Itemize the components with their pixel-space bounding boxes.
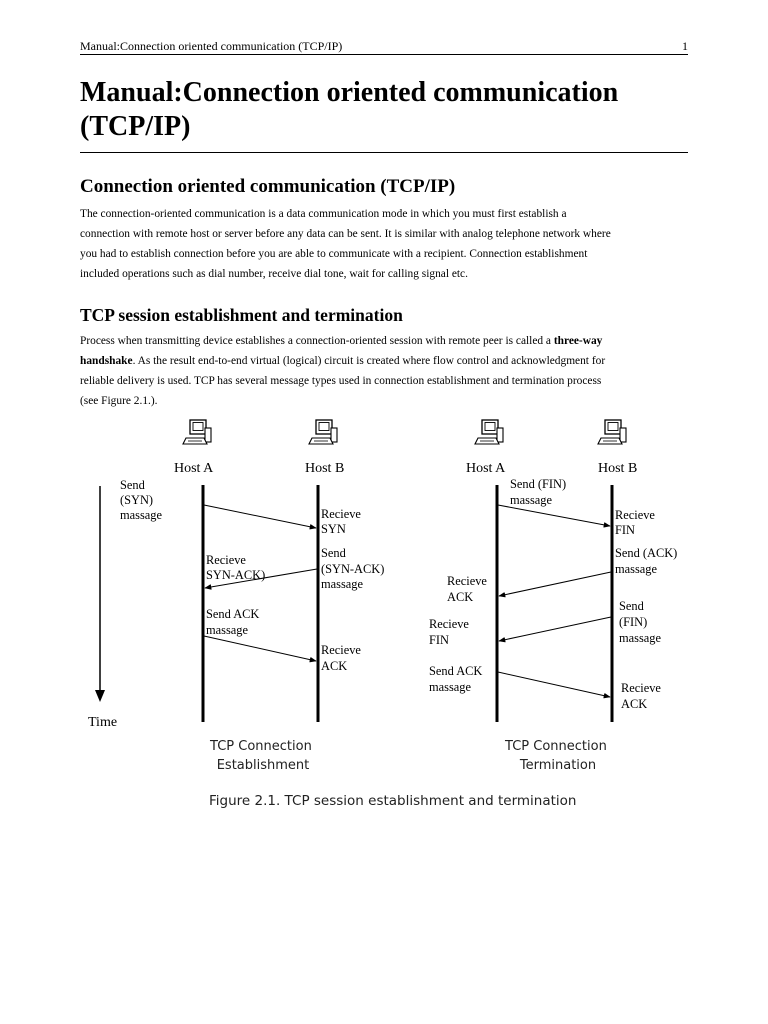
label-recieve-ack: Recieve ACK xyxy=(321,643,361,673)
label-recieve-syn-ack: Recieve SYN-ACK) xyxy=(206,553,266,582)
paragraph-line: connection with remote host or server before any data can be sent. It is similar with analog telephone network where xyxy=(80,228,611,240)
page-title xyxy=(80,76,688,153)
time-arrowhead xyxy=(95,690,105,702)
label-recieve-fin-a: Recieve FIN xyxy=(429,617,469,647)
caption-termination: TCP Connection Termination xyxy=(505,739,607,773)
paragraph-line: reliable delivery is used. TCP has several message types used in connection establishment and termination process xyxy=(80,375,602,387)
bold-term: handshake xyxy=(80,355,133,367)
label-send-syn: Send (SYN) massage xyxy=(120,478,162,522)
label-send-fin-b: Send (FIN) massage xyxy=(619,599,661,645)
computer-icon xyxy=(475,420,503,444)
label-send-syn-ack: Send (SYN-ACK) massage xyxy=(321,546,385,591)
figure-caption: Figure 2.1. TCP session establishment and termination xyxy=(209,793,577,809)
tcp-sequence-diagram xyxy=(80,412,688,822)
time-label: Time xyxy=(88,715,118,730)
figure-tcp-session xyxy=(80,412,688,822)
label-send-ack-b: Send (ACK) massage xyxy=(615,546,678,576)
host-b-label: Host B xyxy=(305,461,345,476)
paragraph-line xyxy=(80,331,688,351)
label-recieve-ack-b: Recieve ACK xyxy=(621,681,661,711)
paragraph-line xyxy=(80,351,688,371)
text-run: . As the result end-to-end virtual (logical) circuit is created where flow control and acknowledgment for xyxy=(132,355,606,367)
caption-establishment: TCP Connection Establishment xyxy=(210,739,312,773)
paragraph-connection-oriented xyxy=(80,204,688,284)
section-heading-connection-oriented: Connection oriented communication (TCP/IP) xyxy=(80,176,456,197)
section-heading-tcp-session: TCP session establishment and termination xyxy=(80,305,403,325)
host-a-label: Host A xyxy=(466,461,506,476)
text-run: Process when transmitting device establishes a connection-oriented session with remote peer is called a xyxy=(80,335,554,347)
arrow-fin xyxy=(498,505,610,526)
paragraph-line: included operations such as dial number, receive dial tone, wait for calling signal etc. xyxy=(80,268,468,280)
computer-icon xyxy=(598,420,626,444)
label-send-fin: Send (FIN) massage xyxy=(510,477,567,507)
label-send-ack-a: Send ACK massage xyxy=(429,664,483,694)
paragraph-tcp-session xyxy=(80,331,688,411)
page-title-line-1: Manual:Connection oriented communication xyxy=(80,77,619,108)
arrow-ack-from-b xyxy=(499,572,611,596)
running-header-title: Manual:Connection oriented communication (TCP/IP) xyxy=(80,39,343,53)
paragraph-line: The connection-oriented communication is a data communication mode in which you must first establish a xyxy=(80,208,567,220)
running-header xyxy=(80,36,688,55)
computer-icon xyxy=(183,420,211,444)
host-a-label: Host A xyxy=(174,461,214,476)
label-recieve-syn: Recieve SYN xyxy=(321,507,361,536)
paragraph-line: you had to establish connection before you are able to communicate with a recipient. Connection establishment xyxy=(80,248,588,260)
computer-icon xyxy=(309,420,337,444)
bold-term: three-way xyxy=(553,335,603,347)
paragraph-line: (see Figure 2.1.). xyxy=(80,395,158,407)
label-recieve-ack-a: Recieve ACK xyxy=(447,574,487,604)
arrow-fin-from-b xyxy=(499,617,611,641)
label-recieve-fin-b: Recieve FIN xyxy=(615,508,655,537)
page-number: 1 xyxy=(682,39,688,53)
host-b-label: Host B xyxy=(598,461,638,476)
arrow-final-ack xyxy=(498,672,610,697)
arrow-ack xyxy=(204,636,316,661)
label-send-ack: Send ACK massage xyxy=(206,607,260,637)
page-title-line-2: (TCP/IP) xyxy=(80,111,191,142)
arrow-syn xyxy=(204,505,316,528)
